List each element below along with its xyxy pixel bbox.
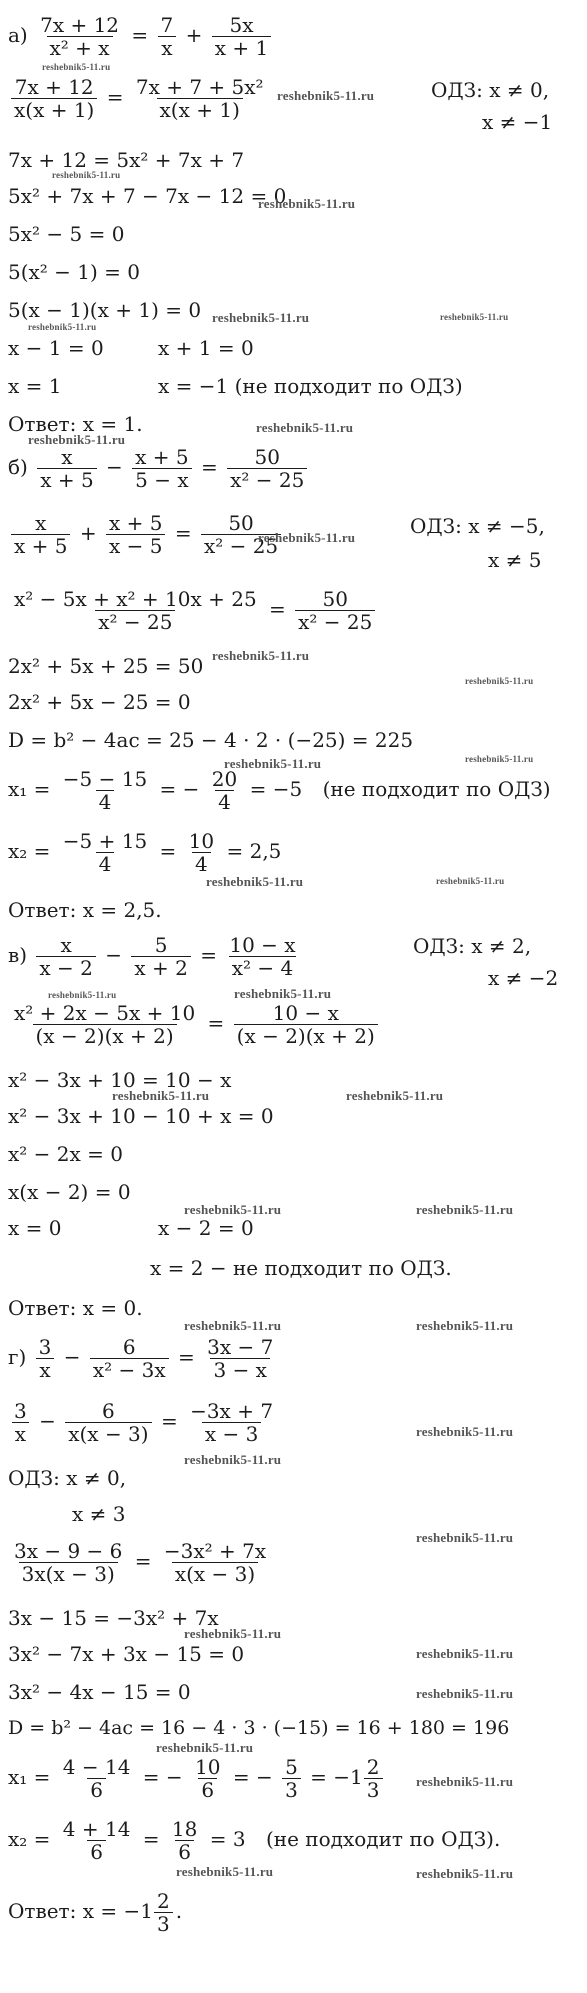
- fraction: $\frac{x + 5}{5 - x}$: [132, 446, 191, 491]
- watermark: reshebnik5-11.ru: [258, 196, 356, 211]
- fraction: $\frac{5}{3}$: [282, 1756, 301, 1801]
- watermark: reshebnik5-11.ru: [416, 1202, 514, 1217]
- equation-line: 7x + 12 = 5x² + 7x + 7: [8, 148, 245, 172]
- equation-line: x² − 3x + 10 = 10 − x: [8, 1068, 232, 1092]
- part-c-step1: $\frac{\text{x² + 2x − 5x + 10}}{(x - 2)(x + 2)}$ = $\frac{10 - x}{(x - 2)(x + 2)}$: [8, 1002, 381, 1047]
- fraction: $\frac{6}{\text{x² − 3x}}$: [90, 1336, 169, 1381]
- fraction: $\frac{x}{x + 5}$: [37, 446, 96, 491]
- equation-line: x² − 2x = 0: [8, 1142, 123, 1166]
- fraction: $\frac{7x + 12}{\text{x² + x}}$: [40, 13, 120, 60]
- fraction: $\frac{2}{3}$: [154, 1890, 173, 1935]
- watermark: reshebnik5-11.ru: [416, 1530, 514, 1545]
- fraction: $\frac{6}{x(x - 3)}$: [65, 1400, 151, 1445]
- fraction: $\frac{\text{7x + 7 + 5x²}}{x(x + 1)}$: [135, 75, 264, 122]
- equation-line: x = 0: [8, 1216, 62, 1240]
- equation-line: x = 1: [8, 374, 62, 398]
- equation-line: x² − 3x + 10 − 10 + x = 0: [8, 1104, 274, 1128]
- equation-line: 5x² − 5 = 0: [8, 222, 125, 246]
- fraction: $\frac{-3x + 7}{x - 3}$: [190, 1399, 274, 1446]
- fraction: $\frac{\text{x² + 2x − 5x + 10}}{(x - 2)(x + 2)}$: [14, 1001, 196, 1048]
- fraction: $\frac{\text{−3x² + 7x}}{x(x - 3)}$: [163, 1539, 267, 1586]
- equation-line: 3x² − 4x − 15 = 0: [8, 1680, 191, 1704]
- part-a-common-denominator: $\frac{7x + 12}{x(x + 1)}$ = $\frac{\text{7x + 7 + 5x²}}{x(x + 1)}$: [8, 76, 270, 121]
- watermark: reshebnik5-11.ru: [256, 420, 354, 435]
- watermark: reshebnik5-11.ru: [176, 1864, 274, 1879]
- watermark: reshebnik5-11.ru: [28, 322, 97, 332]
- fraction: $\frac{10}{6}$: [195, 1755, 221, 1802]
- part-label: а): [8, 23, 28, 47]
- fraction: $\frac{-5 - 15}{4}$: [62, 767, 148, 814]
- equation-line: x + 1 = 0: [158, 336, 254, 360]
- watermark: reshebnik5-11.ru: [416, 1774, 514, 1789]
- equation-line: x(x − 2) = 0: [8, 1180, 131, 1204]
- part-b-step2: $\frac{\text{x² − 5x + x² + 10x + 25}}{\text{x² − 25}}$ = $\frac{50}{\text{x² − 25}}$: [8, 588, 378, 633]
- watermark: reshebnik5-11.ru: [234, 986, 332, 1001]
- part-c-problem: в) $\frac{x}{x - 2}$ − $\frac{5}{x + 2}$ = $\frac{10 - x}{\text{x² − 4}}$: [8, 934, 302, 979]
- watermark: reshebnik5-11.ru: [212, 648, 310, 663]
- fraction: $\frac{10 - x}{\text{x² − 4}}$: [229, 933, 296, 980]
- fraction: $\frac{x + 5}{x - 5}$: [106, 512, 165, 557]
- equation-line: 5(x − 1)(x + 1) = 0: [8, 298, 202, 322]
- watermark: reshebnik5-11.ru: [28, 432, 126, 447]
- fraction: $\frac{4 + 14}{6}$: [62, 1817, 131, 1864]
- part-b-x1: x₁ = $\frac{-5 - 15}{4}$ = − $\frac{20}{4}$ = −5 (не подходит по ОДЗ): [8, 767, 551, 814]
- watermark: reshebnik5-11.ru: [206, 874, 304, 889]
- equation-line: 3x² − 7x + 3x − 15 = 0: [8, 1642, 245, 1666]
- fraction: $\frac{-5 + 15}{4}$: [62, 829, 148, 876]
- fraction: $\frac{5x}{x + 1}$: [212, 14, 271, 59]
- fraction: $\frac{50}{\text{x² − 25}}$: [295, 588, 375, 633]
- odz-b-2: x ≠ 5: [488, 548, 542, 572]
- fraction: $\frac{18}{6}$: [171, 1817, 198, 1864]
- part-label: в): [8, 943, 28, 967]
- fraction: $\frac{x}{x - 2}$: [36, 934, 95, 979]
- odz-b-1: ОДЗ: x ≠ −5,: [410, 514, 545, 538]
- watermark: reshebnik5-11.ru: [184, 1626, 282, 1641]
- fraction: $\frac{10 - x}{(x - 2)(x + 2)}$: [234, 1002, 378, 1047]
- odz-d-2: x ≠ 3: [72, 1502, 126, 1526]
- equation-line: D = b² − 4ac = 25 − 4 · 2 · (−25) = 225: [8, 728, 414, 752]
- equation-line: 5(x² − 1) = 0: [8, 260, 141, 284]
- fraction: $\frac{50}{\text{x² − 25}}$: [227, 446, 307, 491]
- fraction: $\frac{\text{x² − 5x + x² + 10x + 25}}{\text{x² − 25}}$: [14, 587, 257, 634]
- watermark: reshebnik5-11.ru: [224, 756, 322, 771]
- equation-line: 5x² + 7x + 7 − 7x − 12 = 0: [8, 184, 287, 208]
- fraction: $\frac{3x - 9 - 6}{3x(x - 3)}$: [14, 1539, 123, 1586]
- fraction: $\frac{10}{4}$: [188, 829, 215, 876]
- part-d-step2: $\frac{3x - 9 - 6}{3x(x - 3)}$ = $\frac{\text{−3x² + 7x}}{x(x - 3)}$: [8, 1540, 272, 1585]
- fraction: $\frac{20}{4}$: [211, 767, 238, 814]
- equation-line: D = b² − 4ac = 16 − 4 · 3 · (−15) = 16 + 180 = 196: [8, 1717, 510, 1739]
- answer-b: Ответ: x = 2,5.: [8, 898, 162, 922]
- part-d-step1: $\frac{3}{x}$ − $\frac{6}{x(x - 3)}$ = $\frac{-3x + 7}{x - 3}$: [8, 1400, 279, 1445]
- watermark: reshebnik5-11.ru: [184, 1452, 282, 1467]
- watermark: reshebnik5-11.ru: [465, 754, 534, 764]
- part-b-step1: $\frac{x}{x + 5}$ + $\frac{x + 5}{x - 5}$ = $\frac{50}{\text{x² − 25}}$: [8, 512, 284, 557]
- watermark: reshebnik5-11.ru: [112, 1088, 210, 1103]
- watermark: reshebnik5-11.ru: [277, 88, 375, 103]
- watermark: reshebnik5-11.ru: [184, 1318, 282, 1333]
- watermark: reshebnik5-11.ru: [440, 312, 509, 322]
- watermark: reshebnik5-11.ru: [416, 1686, 514, 1701]
- fraction: $\frac{7x + 12}{x(x + 1)}$: [11, 76, 97, 121]
- equation-line: x − 1 = 0: [8, 336, 104, 360]
- equation-line: x = 2 − не подходит по ОДЗ.: [150, 1256, 452, 1280]
- watermark: reshebnik5-11.ru: [416, 1866, 514, 1881]
- answer-d: Ответ: x = −1 $\frac{2}{3}$ .: [8, 1889, 183, 1936]
- part-d-x1: x₁ = $\frac{4 - 14}{6}$ = − $\frac{10}{6}$ = − $\frac{5}{3}$ = −1 $\frac{2}{3}$: [8, 1756, 386, 1801]
- answer-c: Ответ: x = 0.: [8, 1296, 143, 1320]
- part-label: б): [8, 455, 28, 479]
- watermark: reshebnik5-11.ru: [52, 170, 121, 180]
- fraction: $\frac{3}{x}$: [11, 1400, 30, 1445]
- watermark: reshebnik5-11.ru: [212, 310, 310, 325]
- part-a-problem: а) $\frac{7x + 12}{\text{x² + x}}$ = $\frac{7}{x}$ + $\frac{5x}{x + 1}$: [8, 14, 274, 59]
- part-b-x2: x₂ = $\frac{-5 + 15}{4}$ = $\frac{10}{4}$ = 2,5: [8, 829, 282, 876]
- fraction: $\frac{3x - 7}{3 - x}$: [207, 1335, 274, 1382]
- watermark: reshebnik5-11.ru: [436, 876, 505, 886]
- watermark: reshebnik5-11.ru: [416, 1318, 514, 1333]
- fraction: $\frac{x}{x + 5}$: [11, 512, 70, 557]
- fraction: $\frac{2}{3}$: [364, 1756, 383, 1801]
- answer-a: Ответ: x = 1.: [8, 412, 143, 436]
- watermark: reshebnik5-11.ru: [346, 1088, 444, 1103]
- watermark: reshebnik5-11.ru: [184, 1202, 282, 1217]
- equation-line: x = −1 (не подходит по ОДЗ): [158, 374, 463, 398]
- watermark: reshebnik5-11.ru: [156, 1740, 254, 1755]
- watermark: reshebnik5-11.ru: [48, 990, 117, 1000]
- part-d-x2: x₂ = $\frac{4 + 14}{6}$ = $\frac{18}{6}$ = 3 (не подходит по ОДЗ).: [8, 1817, 501, 1864]
- watermark: reshebnik5-11.ru: [258, 530, 356, 545]
- fraction: $\frac{7}{x}$: [158, 14, 177, 59]
- odz-a-2: x ≠ −1: [482, 110, 553, 134]
- equation-line: 2x² + 5x − 25 = 0: [8, 690, 191, 714]
- equation-line: x − 2 = 0: [158, 1216, 254, 1240]
- watermark: reshebnik5-11.ru: [416, 1646, 514, 1661]
- watermark: reshebnik5-11.ru: [416, 1424, 514, 1439]
- equation-line: 3x − 15 = −3x² + 7x: [8, 1606, 219, 1630]
- fraction: $\frac{50}{\text{x² − 25}}$: [201, 512, 281, 557]
- fraction: $\frac{3}{x}$: [36, 1336, 55, 1381]
- fraction: $\frac{5}{x + 2}$: [131, 934, 190, 979]
- odz-a-1: ОДЗ: x ≠ 0,: [431, 78, 550, 102]
- equation-line: 2x² + 5x + 25 = 50: [8, 654, 204, 678]
- part-b-problem: б) $\frac{x}{x + 5}$ − $\frac{x + 5}{5 - x}$ = $\frac{50}{\text{x² − 25}}$: [8, 446, 310, 491]
- odz-c-1: ОДЗ: x ≠ 2,: [413, 934, 532, 958]
- part-d-problem: г) $\frac{3}{x}$ − $\frac{6}{\text{x² − 3x}}$ = $\frac{3x - 7}{3 - x}$: [8, 1336, 279, 1381]
- part-label: г): [8, 1345, 27, 1369]
- odz-d-1: ОДЗ: x ≠ 0,: [8, 1466, 127, 1490]
- watermark: reshebnik5-11.ru: [465, 676, 534, 686]
- fraction: $\frac{4 - 14}{6}$: [62, 1755, 131, 1802]
- watermark: reshebnik5-11.ru: [42, 62, 111, 72]
- odz-c-2: x ≠ −2: [488, 966, 559, 990]
